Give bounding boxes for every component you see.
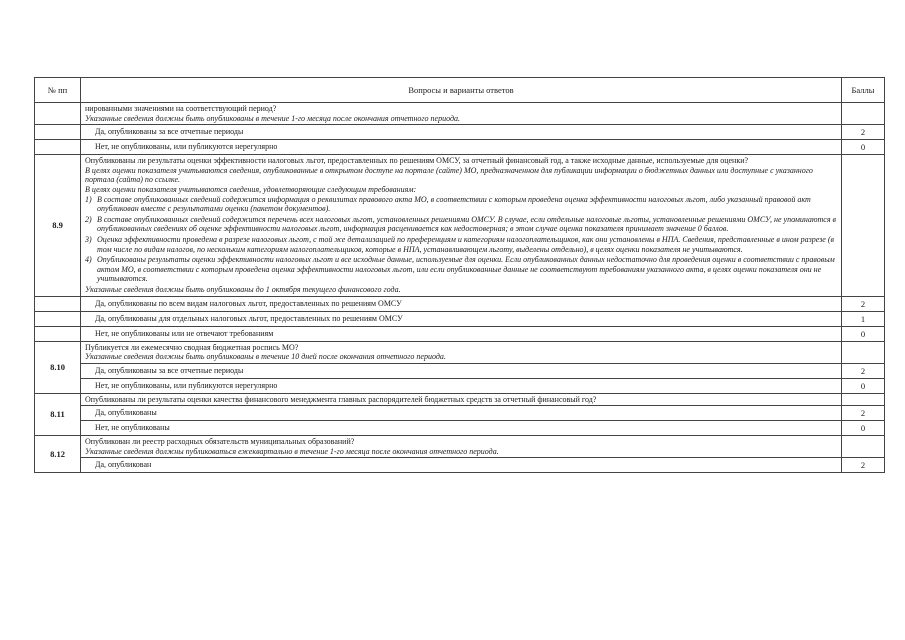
- option-points: 0: [842, 326, 885, 341]
- question-note: Указанные сведения должны быть опубликованы до 1 октября текущего финансового года.: [85, 284, 401, 294]
- option-points: 2: [842, 458, 885, 473]
- option-row: [35, 311, 885, 326]
- option-points: 2: [842, 363, 885, 378]
- row-number: [35, 326, 81, 341]
- requirement-number: 3): [85, 234, 92, 244]
- question-text: Опубликованы ли результаты оценки эффективности налоговых льгот, предоставленных по решениям ОМСУ, за отчетный финансовый год, а также исходные данные, используемые для оценки?: [85, 156, 749, 166]
- row-number: 8.10: [35, 341, 81, 393]
- points-cell: [842, 103, 885, 125]
- row-number: [35, 311, 81, 326]
- requirement-text: В составе опубликованных сведений содержится перечень всех налоговых льгот, установленных решениями ОМСУ. В случае, если отдельные налоговые льготы, установленные решениями ОМСУ, не упоминаются в опубликованных сведениях об оценке эффективности налоговых льгот, информация расценивается как недостоверная; в этом случае оценка показателя принимает значение 0 баллов.: [97, 214, 837, 234]
- question-cell: [81, 155, 842, 296]
- table-row: [35, 103, 885, 125]
- requirement-number: 4): [85, 255, 92, 265]
- option-row: [35, 458, 885, 473]
- requirement-text: В составе опубликованных сведений содержится информация о реквизитах правового акта МО, в соответствии с которым проведена оценка эффективности налоговых льгот, либо указанный правовой акт опубликован вместе с результатами оценки (пакетом документов).: [97, 194, 811, 214]
- option-row: [35, 326, 885, 341]
- requirement-text: Оценка эффективности проведена в разрезе налоговых льгот, с той же детализацией по преференциям и категориям налогоплательщиков, как они установлены в НПА. Сведения, представленные в ином разрезе (в том числе по видам налогов, по нескольким категориям налогоплательщиков, которые в НПА, устанавливающем льготу, выделены отдельно), в целях оценки показателя не учитываются.: [97, 234, 834, 254]
- option-points: 0: [842, 140, 885, 155]
- points-cell: [842, 341, 885, 363]
- option-points: 1: [842, 311, 885, 326]
- option-label: Нет, не опубликованы, или публикуются нерегулярно: [81, 140, 842, 155]
- row-number: [35, 140, 81, 155]
- option-label: Нет, не опубликованы, или публикуются нерегулярно: [81, 378, 842, 393]
- row-number: 8.11: [35, 393, 81, 436]
- question-text: Опубликованы ли результаты оценки качества финансового менеджмента главных распорядителей бюджетных средств за отчетный финансовый год?: [85, 394, 597, 404]
- table-header-row: [35, 78, 885, 103]
- points-cell: [842, 155, 885, 296]
- option-row: [35, 125, 885, 140]
- row-number: [35, 125, 81, 140]
- option-points: 0: [842, 378, 885, 393]
- option-row: [35, 296, 885, 311]
- row-number: [35, 103, 81, 125]
- table-row: [35, 393, 885, 406]
- question-text: Опубликован ли реестр расходных обязательств муниципальных образований?: [85, 437, 355, 447]
- requirement-item: [85, 235, 837, 254]
- requirement-item: [85, 255, 837, 284]
- question-cell: [81, 341, 842, 363]
- option-label: Да, опубликованы по всем видам налоговых льгот, предоставленных по решениям ОМСУ: [81, 296, 842, 311]
- header-question: Вопросы и варианты ответов: [81, 78, 842, 103]
- row-number: [35, 296, 81, 311]
- question-cell: [81, 393, 842, 406]
- header-points: Баллы: [842, 78, 885, 103]
- option-points: 2: [842, 125, 885, 140]
- question-note: В целях оценки показателя учитываются сведения, опубликованные в открытом доступе на портале (сайте) МО, предназначенном для публикации информации о бюджетных данных или доступные с указанного портала (сайта) по ссылке.: [85, 165, 813, 185]
- table-row: [35, 436, 885, 458]
- row-number: 8.12: [35, 436, 81, 473]
- points-cell: [842, 436, 885, 458]
- question-note: В целях оценки показателя учитываются сведения, удовлетворяющие следующим требованиям:: [85, 184, 417, 194]
- row-number: 8.9: [35, 155, 81, 296]
- header-num: № пп: [35, 78, 81, 103]
- option-row: [35, 406, 885, 421]
- option-points: 2: [842, 296, 885, 311]
- option-label: Да, опубликованы за все отчетные периоды: [81, 125, 842, 140]
- option-label: Да, опубликованы за все отчетные периоды: [81, 363, 842, 378]
- option-label: Да, опубликованы для отдельных налоговых льгот, предоставленных по решениям ОМСУ: [81, 311, 842, 326]
- requirement-item: [85, 215, 837, 234]
- question-note: Указанные сведения должны быть опубликованы в течение 10 дней после окончания отчетного периода.: [85, 352, 446, 362]
- option-points: 0: [842, 421, 885, 436]
- criteria-table: [34, 77, 885, 473]
- option-label: Нет, не опубликованы: [81, 421, 842, 436]
- option-label: Да, опубликованы: [81, 406, 842, 421]
- option-points: 2: [842, 406, 885, 421]
- option-row: [35, 140, 885, 155]
- points-cell: [842, 393, 885, 406]
- question-note: Указанные сведения должны публиковаться ежеквартально в течение 1-го месяца после окончания отчетного периода.: [85, 446, 499, 456]
- question-text: Публикуется ли ежемесячно сводная бюджетная роспись МО?: [85, 342, 299, 352]
- option-row: [35, 378, 885, 393]
- requirement-text: Опубликованы результаты оценки эффективности налоговых льгот и все исходные данные, используемые для оценки. Если опубликованных данных недостаточно для проведения оценки в соответствии с правовым актом МО, в соответствии с которым проведена оценка эффективности налоговых льгот, или если опубликованные данные не соответствуют требованиям указанного акта, в целях оценки показателя они не учитываются.: [97, 255, 835, 284]
- option-label: Да, опубликован: [81, 458, 842, 473]
- document-page: [34, 77, 884, 473]
- requirement-number: 1): [85, 194, 92, 204]
- requirement-number: 2): [85, 214, 92, 224]
- table-row: [35, 155, 885, 296]
- table-row: [35, 341, 885, 363]
- option-label: Нет, не опубликованы или не отвечают требованиям: [81, 326, 842, 341]
- requirement-item: [85, 195, 837, 214]
- question-cell: [81, 103, 842, 125]
- option-row: [35, 421, 885, 436]
- question-cell: [81, 436, 842, 458]
- question-text: нированными значениями на соответствующий период?: [85, 104, 277, 113]
- question-note: Указанные сведения должны быть опубликованы в течение 1-го месяца после окончания отчетного периода.: [85, 113, 461, 123]
- option-row: [35, 363, 885, 378]
